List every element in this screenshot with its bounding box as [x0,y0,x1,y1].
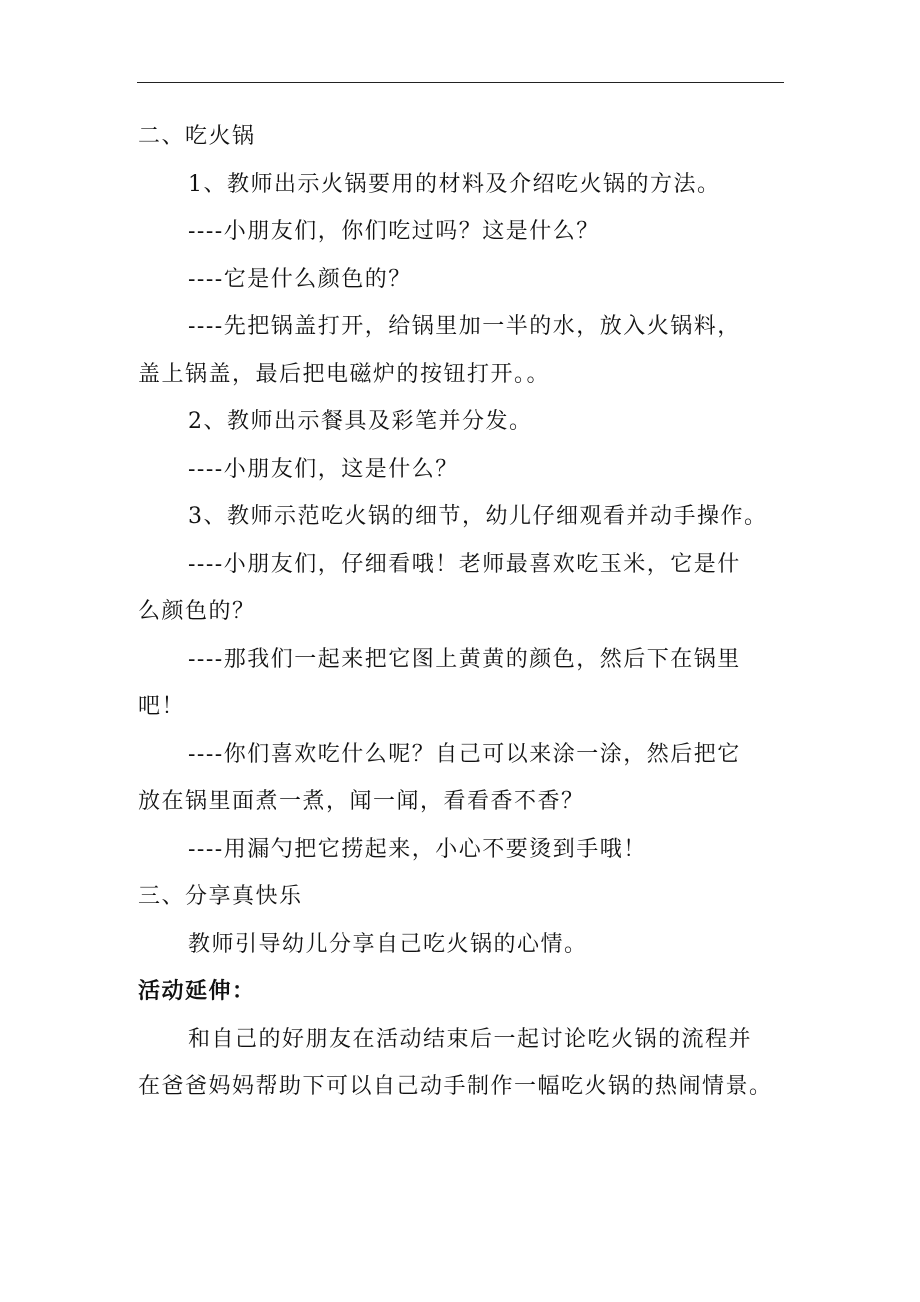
step-3-text: 3、教师示范吃火锅的细节，幼儿仔细观看并动手操作。 [188,504,768,529]
step-1-text: 1、教师出示火锅要用的材料及介绍吃火锅的方法。 [188,171,721,197]
header-rule [137,82,784,83]
extension-text: 和自己的好朋友在活动结束后一起讨论吃火锅的流程并 [188,1026,753,1052]
dialogue-line: ----它是什么颜色的？ [188,266,412,292]
dialogue-line: ----你们喜欢吃什么呢？自己可以来涂一涂，然后把它 [188,741,741,767]
dialogue-continuation: 盖上锅盖，最后把电磁炉的按钮打开。。 [138,361,551,387]
dialogue-continuation: 么颜色的？ [138,599,256,624]
dialogue-line: ----用漏勺把它捞起来，小心不要烫到手哦！ [188,836,647,862]
share-text: 教师引导幼儿分享自己吃火锅的心情。 [188,931,588,957]
dialogue-line: ----小朋友们，你们吃过吗？这是什么？ [188,219,600,244]
dialogue-line: ----那我们一起来把它图上黄黄的颜色，然后下在锅里 [188,646,741,672]
extension-text-continuation: 在爸爸妈妈帮助下可以自己动手制作一幅吃火锅的热闹情景。 [138,1074,773,1099]
dialogue-continuation: 吧！ [138,694,186,719]
step-2-text: 2、教师出示餐具及彩笔并分发。 [188,409,533,434]
dialogue-continuation: 放在锅里面煮一煮，闻一闻，看看香不香？ [138,789,585,814]
dialogue-line: ----先把锅盖打开，给锅里加一半的水，放入火锅料， [188,314,741,339]
section-heading-share-joy: 三、分享真快乐 [138,884,303,909]
section-heading-eat-hotpot: 二、吃火锅 [138,124,256,149]
document-body [138,113,798,1111]
activity-extension-heading: 活动延伸： [138,979,256,1004]
dialogue-line: ----小朋友们，仔细看哦！老师最喜欢吃玉米，它是什 [188,551,741,577]
dialogue-line: ----小朋友们，这是什么？ [188,456,459,482]
